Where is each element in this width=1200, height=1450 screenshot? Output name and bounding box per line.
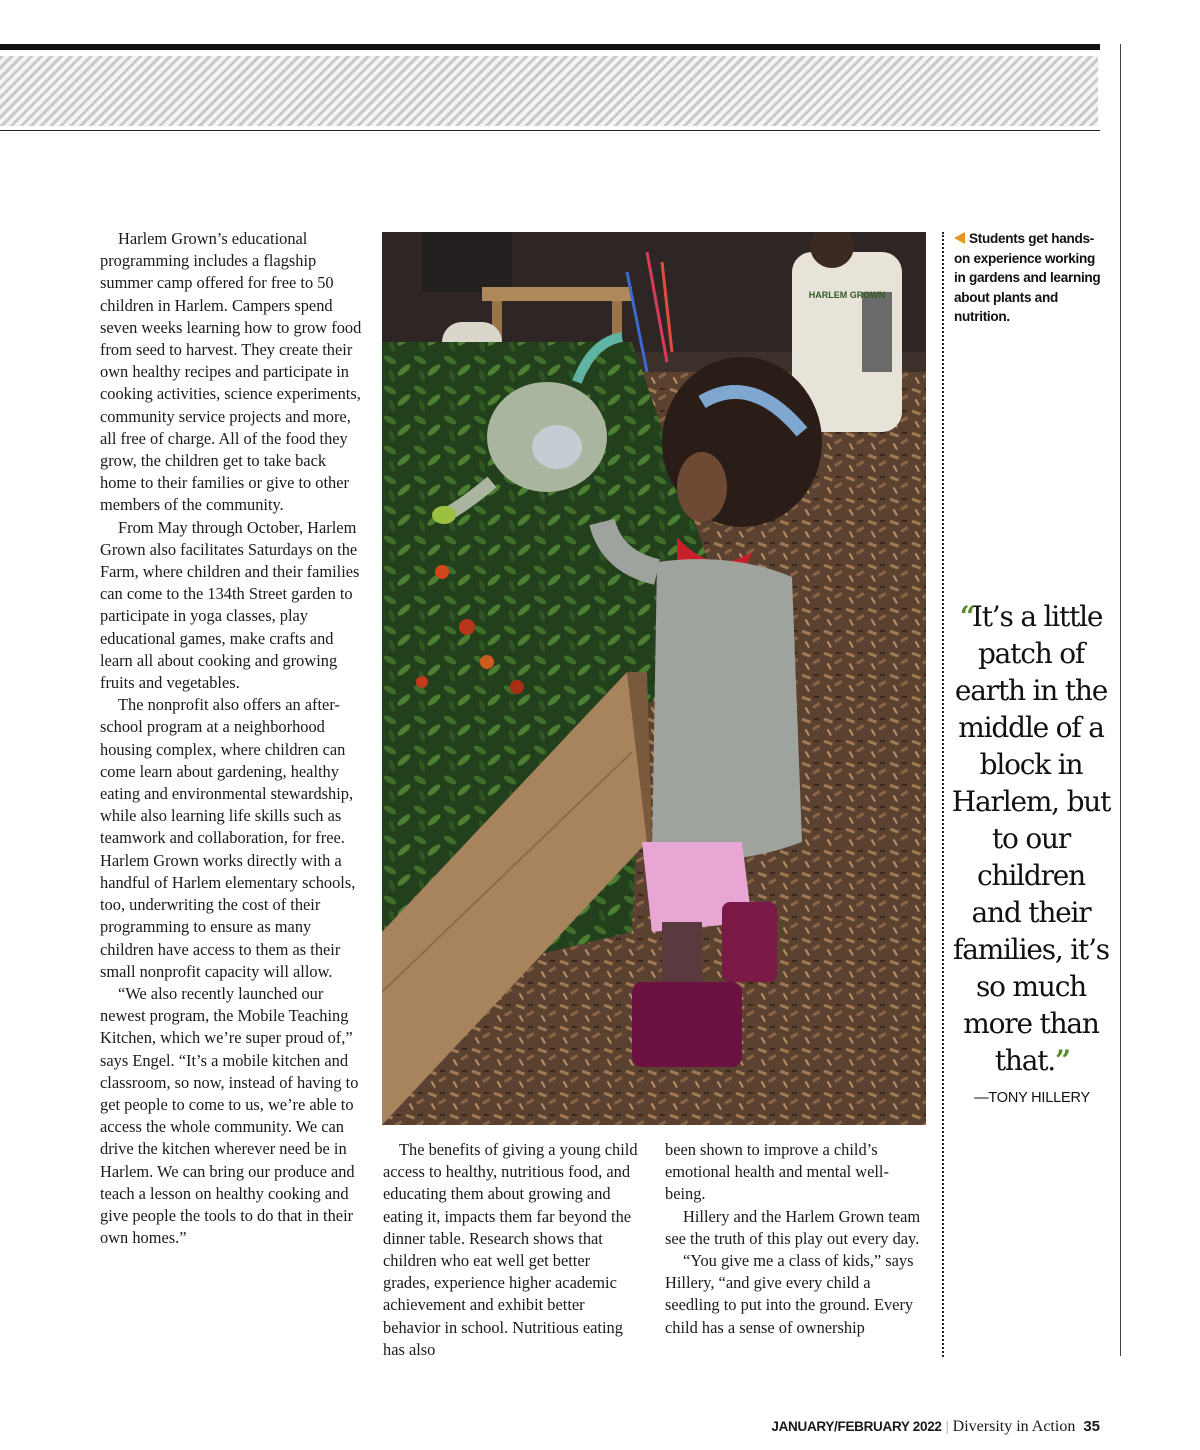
paragraph: been shown to improve a child’s emotional health and mental well-being.	[665, 1140, 889, 1204]
paragraph: From May through October, Harlem Grown also facilitates Saturdays on the Farm, where children and their families can come to the 134th Street garden to participate in yoga classes, play educational games, make crafts and learn all about cooking and growing fruits and vegetables.	[100, 517, 360, 693]
sidebar-dotted-divider	[942, 232, 944, 1357]
paragraph: The nonprofit also offers an after-school program at a neighborhood housing complex, where children can come learn about gardening, healthy eating and environmental stewardship, while also learning life skills such as teamwork and collaboration, for free. Harlem Grown works directly with a handful of Harlem elementary schools, too, underwriting the cost of their programming to ensure as many children have access to them as their small nonprofit capacity will allow.	[100, 695, 356, 981]
shirt-logo-text: HARLEM GROWN	[808, 290, 886, 300]
paragraph: “You give me a class of kids,” says Hillery, “and give every child a seedling to put into the ground. Every child has a sense of ownership	[665, 1251, 914, 1337]
footer-issue-date: JANUARY/FEBRUARY 2022	[771, 1419, 942, 1434]
header-hatch-band	[0, 56, 1098, 126]
page-number: 35	[1083, 1418, 1100, 1435]
paragraph: Hillery and the Harlem Grown team see the truth of this play out every day.	[665, 1206, 921, 1248]
caption-text: Students get hands-on experience working in gardens and learning about plants and nutrition.	[954, 231, 1101, 324]
garden-photo	[382, 232, 926, 1125]
article-column-2	[383, 1139, 639, 1361]
open-quote-mark: “	[959, 600, 972, 633]
footer-separator: |	[945, 1419, 949, 1435]
article-column-3	[665, 1139, 925, 1339]
paragraph: Harlem Grown’s educational programming includes a flagship summer camp offered for free to 50 children in Harlem. Campers spend seven weeks learning how to grow food from seed to harvest. They create their own healthy recipes and participate in cooking activities, science experiments, community service projects and more, all free of charge. All of the food they grow, the children get to take back home to their families or give to other members of the community.	[100, 229, 362, 515]
page-footer	[771, 1417, 1100, 1437]
footer-magazine-name: Diversity in Action	[952, 1418, 1076, 1435]
pull-quote	[950, 598, 1112, 1079]
top-rule	[0, 44, 1100, 50]
article-column-1	[100, 228, 362, 1249]
pull-quote-text: It’s a little patch of earth in the middle of a block in Harlem, but to our children and their families, it’s so much more than that.	[951, 600, 1111, 1077]
photo-caption	[954, 229, 1104, 327]
page-edge-rule	[1120, 44, 1121, 1356]
paragraph: The benefits of giving a young child access to healthy, nutritious food, and educating them about growing and eating it, impacts them far beyond the dinner table. Research shows that children who eat well get better grades, experience higher academic achievement and exhibit better behavior in school. Nutritious eating has also	[383, 1140, 638, 1359]
close-quote-mark: ”	[1055, 1044, 1068, 1077]
pull-quote-attribution: —TONY HILLERY	[974, 1090, 1090, 1106]
header-rule-bottom	[0, 130, 1100, 131]
caption-arrow-icon	[954, 232, 965, 244]
paragraph: “We also recently launched our newest program, the Mobile Teaching Kitchen, which we’re super proud of,” says Engel. “It’s a mobile kitchen and classroom, so now, instead of having to get people to come to us, we’re able to access the whole community. We can drive the kitchen wherever need be in Harlem. We can bring our produce and teach a lesson on healthy cooking and give people the tools to do that in their own homes.”	[100, 983, 359, 1248]
